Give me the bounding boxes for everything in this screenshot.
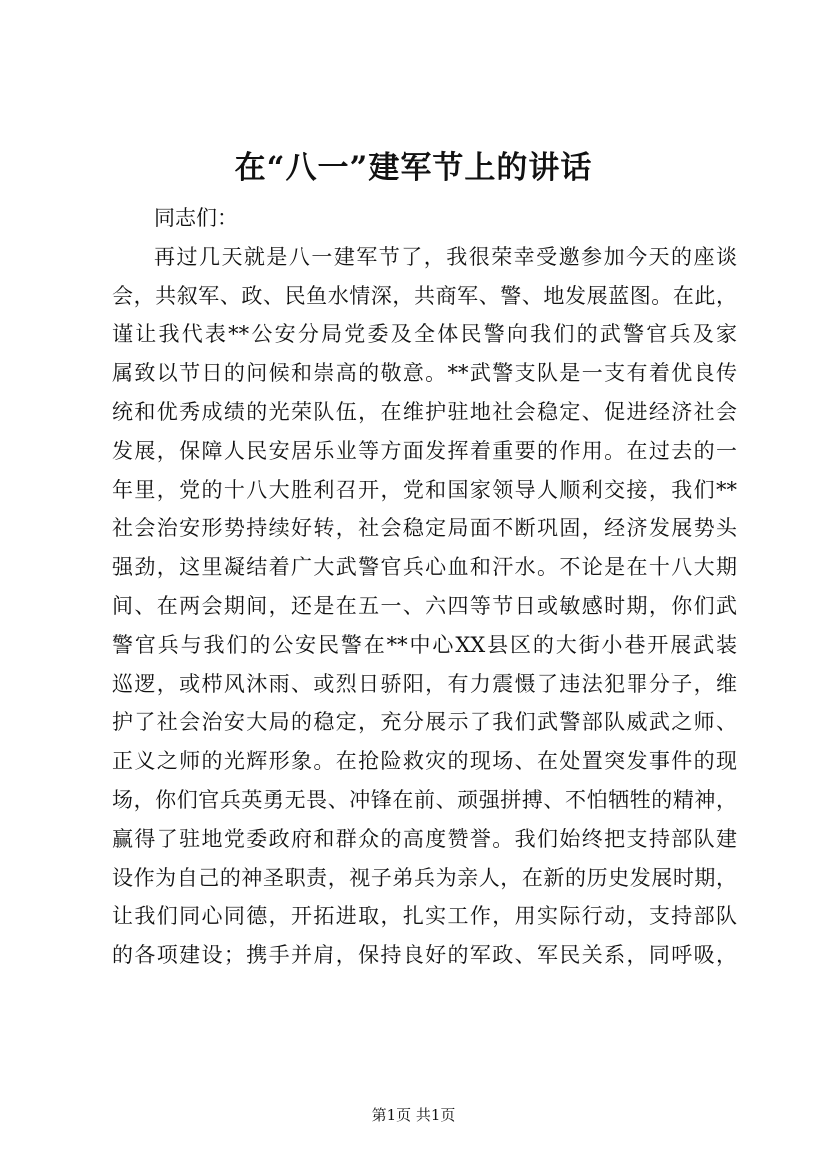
body-line: 谨让我代表**公安分局党委及全体民警向我们的武警官兵及家	[112, 322, 737, 347]
document-title: 在“八一”建军节上的讲话	[234, 150, 593, 186]
body-line: 社会治安形势持续好转，社会稳定局面不断巩固，经济发展势头	[112, 516, 737, 541]
body-line: 发展，保障人民安居乐业等方面发挥着重要的作用。在过去的一	[112, 438, 737, 463]
body-line: 属致以节日的问候和崇高的敬意。**武警支队是一支有着优良传	[112, 361, 737, 386]
body-line: 赢得了驻地党委政府和群众的高度赞誉。我们始终把支持部队建	[112, 826, 737, 851]
salutation: 同志们：	[154, 206, 238, 230]
body-line: 统和优秀成绩的光荣队伍，在维护驻地社会稳定、促进经济社会	[112, 399, 737, 424]
body-line: 强劲，这里凝结着广大武警官兵心血和汗水。不论是在十八大期	[112, 555, 737, 580]
body-line: 设作为自己的神圣职责，视子弟兵为亲人，在新的历史发展时期，	[112, 865, 737, 890]
body-line: 护了社会治安大局的稳定，充分展示了我们武警部队威武之师、	[112, 710, 737, 735]
body-line: 警官兵与我们的公安民警在**中心XX县区的大街小巷开展武装	[112, 632, 737, 657]
document-body	[112, 199, 737, 975]
body-line: 正义之师的光辉形象。在抢险救灾的现场、在处置突发事件的现	[112, 749, 737, 774]
body-line: 让我们同心同德，开拓进取，扎实工作，用实际行动，支持部队	[112, 904, 737, 929]
body-line: 年里，党的十八大胜利召开，党和国家领导人顺利交接，我们**	[112, 477, 737, 502]
body-line: 巡逻，或栉风沐雨、或烈日骄阳，有力震慑了违法犯罪分子，维	[112, 671, 737, 696]
page-number-footer: 第1页 共1页	[371, 1106, 456, 1124]
body-line: 间、在两会期间，还是在五一、六四等节日或敏感时期，你们武	[112, 593, 737, 618]
body-line: 的各项建设；携手并肩，保持良好的军政、军民关系，同呼吸，	[112, 943, 737, 968]
body-line: 场，你们官兵英勇无畏、冲锋在前、顽强拼搏、不怕牺牲的精神，	[112, 787, 737, 812]
body-line: 再过几天就是八一建军节了，我很荣幸受邀参加今天的座谈	[154, 244, 737, 269]
body-line: 会，共叙军、政、民鱼水情深，共商军、警、地发展蓝图。在此，	[112, 283, 737, 308]
